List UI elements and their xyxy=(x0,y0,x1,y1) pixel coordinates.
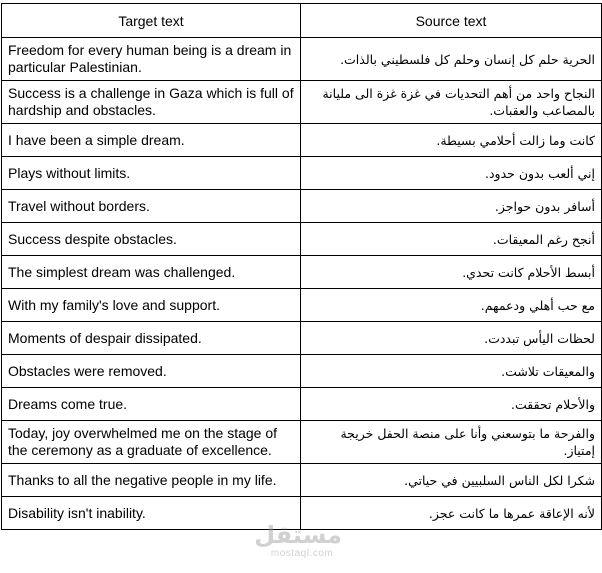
source-text-header: Source text xyxy=(301,4,602,38)
table-row xyxy=(2,289,602,322)
table-row xyxy=(2,157,602,190)
target-cell: Thanks to all the negative people in my life. xyxy=(2,464,301,497)
target-cell: Today, joy overwhelmed me on the stage of the ceremony as a graduate of excellence. xyxy=(2,421,301,464)
target-cell: Success despite obstacles. xyxy=(2,223,301,256)
table-row xyxy=(2,38,602,81)
target-cell: With my family's love and support. xyxy=(2,289,301,322)
source-cell: إني ألعب بدون حدود. xyxy=(301,157,602,190)
target-cell: I have been a simple dream. xyxy=(2,124,301,157)
target-cell: Obstacles were removed. xyxy=(2,355,301,388)
source-cell: والأحلام تحققت. xyxy=(301,388,602,421)
source-cell: كانت وما زالت أحلامي بسيطة. xyxy=(301,124,602,157)
source-cell: والفرحة ما بتوسعني وأنا على منصة الحفل خريجة إمتياز. xyxy=(301,421,602,464)
target-cell: Freedom for every human being is a dream in particular Palestinian. xyxy=(2,38,301,81)
source-cell: أنجح رغم المعيقات. xyxy=(301,223,602,256)
target-cell: Dreams come true. xyxy=(2,388,301,421)
source-cell: أسافر بدون حواجز. xyxy=(301,190,602,223)
table-row xyxy=(2,190,602,223)
source-cell: الحرية حلم كل إنسان وحلم كل فلسطيني بالذات. xyxy=(301,38,602,81)
table-row xyxy=(2,355,602,388)
table-row xyxy=(2,497,602,530)
table-row xyxy=(2,421,602,464)
table-row xyxy=(2,223,602,256)
target-cell: Disability isn't inability. xyxy=(2,497,301,530)
watermark-logo: مستقل xyxy=(254,521,342,549)
target-cell: Travel without borders. xyxy=(2,190,301,223)
target-cell: Plays without limits. xyxy=(2,157,301,190)
target-text-header: Target text xyxy=(2,4,301,38)
table-row xyxy=(2,388,602,421)
target-cell: Moments of despair dissipated. xyxy=(2,322,301,355)
source-cell: أبسط الأحلام كانت تحدي. xyxy=(301,256,602,289)
watermark-url: mostaql.com xyxy=(270,548,334,559)
table-header-row xyxy=(2,4,602,38)
target-cell: The simplest dream was challenged. xyxy=(2,256,301,289)
target-cell: Success is a challenge in Gaza which is full of hardship and obstacles. xyxy=(2,81,301,124)
table-row xyxy=(2,124,602,157)
source-cell: لأنه الإعاقة عمرها ما كانت عجز. xyxy=(301,497,602,530)
table-row xyxy=(2,464,602,497)
table-row xyxy=(2,81,602,124)
source-cell: لحظات اليأس تبددت. xyxy=(301,322,602,355)
source-cell: شكرا لكل الناس السلبيين في حياتي. xyxy=(301,464,602,497)
source-cell: مع حب أهلي ودعمهم. xyxy=(301,289,602,322)
source-cell: والمعيقات تلاشت. xyxy=(301,355,602,388)
table-row xyxy=(2,322,602,355)
translation-table xyxy=(1,3,602,530)
table-row xyxy=(2,256,602,289)
source-cell: النجاح واحد من أهم التحديات في غزة غزة الى مليانة بالمصاعب والعقبات. xyxy=(301,81,602,124)
